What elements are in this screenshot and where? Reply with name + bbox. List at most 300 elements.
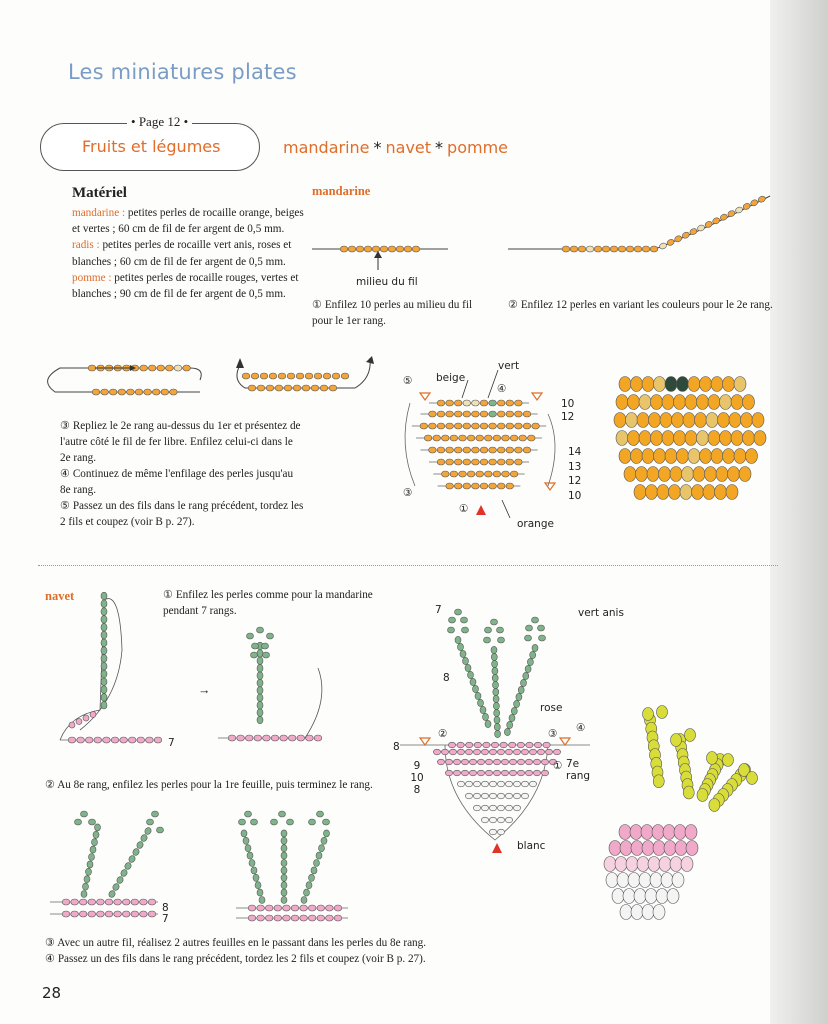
bead — [257, 905, 265, 911]
navet-photo — [604, 706, 758, 920]
diag-left-nums — [410, 760, 424, 796]
bead — [501, 770, 508, 776]
bead — [101, 616, 107, 624]
photo-bead — [752, 413, 764, 428]
diag-num: 8 — [413, 784, 421, 796]
bead — [541, 770, 548, 776]
bead — [472, 400, 480, 406]
photo-bead — [685, 395, 697, 410]
mandarine-step1: ① Enfilez 10 perles au milieu du fil pour le 1er rang. — [312, 299, 473, 327]
photo-bead — [720, 395, 732, 410]
photo-bead — [648, 857, 660, 872]
bead — [497, 627, 504, 633]
bead — [498, 637, 505, 643]
diag-num: 8 — [443, 672, 450, 684]
diag-vert-label: vert — [498, 360, 520, 372]
bead — [296, 373, 304, 379]
navet-label: navet — [45, 589, 75, 603]
bead — [521, 793, 528, 799]
bead — [321, 837, 327, 844]
bead — [146, 737, 154, 743]
bead — [433, 749, 440, 755]
photo-bead — [734, 377, 746, 392]
photo-bead — [631, 905, 643, 920]
bead — [248, 905, 256, 911]
bead — [500, 742, 507, 748]
bead — [525, 635, 532, 641]
bead — [317, 905, 325, 911]
step3b-beads — [242, 373, 349, 391]
bead — [505, 749, 512, 755]
bead — [497, 749, 504, 755]
bead — [437, 411, 445, 417]
bead — [308, 915, 316, 921]
bead — [532, 423, 540, 429]
photo-bead — [723, 377, 735, 392]
bead — [114, 911, 122, 917]
photo-bead — [619, 377, 631, 392]
bead — [481, 781, 488, 787]
bead — [140, 911, 148, 917]
category-title: Fruits et légumes — [82, 137, 221, 156]
milieu-label: milieu du fil — [356, 276, 418, 288]
photo-bead — [662, 431, 674, 446]
bead — [493, 759, 500, 765]
navet-step2: ② Au 8e rang, enfilez les perles pour la 1re feuille, puis terminez le rang. — [45, 779, 373, 791]
bead — [248, 385, 256, 391]
photo-bead — [677, 377, 689, 392]
photo-bead — [653, 905, 665, 920]
photo-bead — [657, 485, 669, 500]
bead — [515, 459, 523, 465]
bead — [526, 742, 533, 748]
bead — [92, 389, 100, 395]
photo-bead — [674, 825, 686, 840]
photo-bead — [683, 413, 695, 428]
bead — [466, 742, 473, 748]
materiel-radis-text: petites perles de rocaille vert anis, roses et blanches ; 60 cm de fil de fer argent de 0,5 mm. — [72, 239, 292, 268]
mandarine-photo — [614, 377, 766, 500]
bead — [257, 650, 263, 658]
photo-bead — [734, 449, 746, 464]
bead — [281, 852, 287, 859]
bead — [521, 679, 527, 686]
bead — [454, 459, 462, 465]
bead — [152, 389, 160, 395]
diag-circle3: ③ — [403, 487, 413, 499]
bead — [441, 749, 448, 755]
bead — [505, 805, 512, 811]
photo-bead — [628, 395, 640, 410]
bead — [472, 411, 480, 417]
bead — [79, 911, 87, 917]
bead — [62, 911, 70, 917]
bead — [449, 617, 456, 623]
bead — [515, 447, 523, 453]
photo-bead — [637, 857, 649, 872]
bead — [515, 411, 523, 417]
bead — [541, 759, 548, 765]
bead — [437, 447, 445, 453]
bead — [509, 714, 515, 721]
bead — [314, 860, 320, 867]
bead — [101, 631, 107, 639]
photo-bead — [614, 413, 626, 428]
photo-bead — [630, 825, 642, 840]
photo-bead — [682, 467, 694, 482]
photo-bead — [662, 395, 674, 410]
bead — [89, 819, 96, 825]
bead — [157, 827, 164, 833]
photo-bead — [616, 431, 628, 446]
bead — [140, 833, 149, 842]
photo-bead — [612, 889, 624, 904]
bead — [618, 246, 626, 252]
bead — [442, 435, 450, 441]
bead — [101, 647, 107, 655]
bead — [545, 749, 552, 755]
bead — [103, 737, 111, 743]
bead — [506, 447, 514, 453]
diag-num: 9 — [413, 760, 421, 772]
bead — [266, 385, 274, 391]
bead — [239, 819, 246, 825]
photo-bead — [708, 395, 720, 410]
bead — [127, 389, 135, 395]
bead — [329, 385, 337, 391]
photo-bead — [685, 825, 697, 840]
photo-bead — [659, 857, 671, 872]
photo-bead — [628, 431, 640, 446]
navet-step3b-figure — [236, 811, 348, 921]
bead — [128, 854, 137, 863]
photo-bead — [672, 413, 684, 428]
bead — [92, 839, 98, 846]
bead — [457, 749, 464, 755]
photo-bead — [657, 706, 668, 719]
bead — [454, 423, 462, 429]
photo-bead — [660, 413, 672, 428]
bead — [287, 819, 294, 825]
bead — [489, 423, 497, 429]
bead — [433, 435, 441, 441]
bead — [429, 411, 437, 417]
bead — [463, 411, 471, 417]
bead — [523, 447, 531, 453]
bead — [602, 246, 610, 252]
bead — [120, 868, 129, 877]
bead — [610, 246, 618, 252]
bead — [283, 915, 291, 921]
photo-bead — [685, 431, 697, 446]
bead — [506, 400, 514, 406]
bead — [481, 749, 488, 755]
row-count: 12 — [561, 411, 575, 423]
bead — [445, 770, 452, 776]
diag-blanc-label: blanc — [517, 840, 546, 852]
bead — [291, 915, 299, 921]
bead — [483, 742, 490, 748]
bead — [519, 435, 527, 441]
bead — [114, 899, 122, 905]
bead — [248, 915, 256, 921]
bead — [513, 749, 520, 755]
photo-bead — [651, 431, 663, 446]
photo-bead — [626, 413, 638, 428]
bead — [257, 889, 263, 896]
bead — [497, 483, 505, 489]
bead — [473, 749, 480, 755]
photo-bead — [634, 485, 646, 500]
materiel-mandarine-text: petites perles de rocaille orange, beiges et vertes ; 60 cm de fil de fer argent de 0,5 mm. — [72, 207, 304, 236]
bead — [525, 759, 532, 765]
mandarine-step4: ④ Continuez de même l'enfilage des perles jusqu'au 8e rang. — [60, 468, 294, 496]
bead — [472, 423, 480, 429]
bead — [101, 694, 107, 702]
photo-bead — [642, 905, 654, 920]
bead — [341, 373, 349, 379]
bead — [492, 674, 498, 681]
photo-bead — [703, 485, 715, 500]
photo-bead — [731, 431, 743, 446]
bead — [101, 662, 107, 670]
photo-bead — [729, 413, 741, 428]
bead — [489, 483, 497, 489]
bead — [122, 899, 130, 905]
bead — [124, 861, 133, 870]
bead — [459, 471, 467, 477]
photo-bead — [663, 825, 675, 840]
bead — [510, 435, 518, 441]
bead — [281, 897, 287, 904]
photo-bead — [711, 377, 723, 392]
bead — [594, 246, 602, 252]
photo-bead — [649, 413, 661, 428]
bead — [507, 721, 513, 728]
diag-circle1: ① — [459, 503, 469, 515]
bead — [242, 373, 250, 379]
bead — [516, 693, 522, 700]
bead — [183, 365, 191, 371]
bead — [279, 811, 286, 817]
row-count: 10 — [568, 489, 582, 502]
bead — [137, 737, 145, 743]
bead — [86, 868, 92, 875]
bead — [533, 770, 540, 776]
photo-bead — [672, 873, 684, 888]
bead — [454, 483, 462, 489]
bead — [492, 667, 498, 674]
bead — [489, 749, 496, 755]
photo-bead — [688, 449, 700, 464]
bead — [489, 411, 497, 417]
bead — [480, 423, 488, 429]
bead — [404, 246, 412, 252]
bead — [424, 435, 432, 441]
bead — [314, 735, 322, 741]
bead — [533, 759, 540, 765]
photo-bead — [685, 729, 696, 742]
photo-bead — [642, 377, 654, 392]
photo-bead — [695, 413, 707, 428]
bead — [274, 915, 282, 921]
bead — [472, 483, 480, 489]
photo-bead — [709, 799, 720, 812]
bead — [455, 636, 461, 643]
navet-step4: ④ Passez un des fils dans le rang précédent, tordez les 2 fils et coupez (voir B p. 27). — [45, 953, 426, 965]
bead — [429, 423, 437, 429]
bead — [257, 679, 263, 687]
bead — [458, 643, 464, 650]
bead — [480, 447, 488, 453]
bead — [320, 385, 328, 391]
bead — [445, 759, 452, 765]
row-num: 7 — [162, 913, 169, 925]
photo-bead — [642, 841, 654, 856]
bead — [517, 759, 524, 765]
bead — [62, 899, 70, 905]
bead — [101, 655, 107, 663]
bead — [523, 672, 529, 679]
bead — [481, 793, 488, 799]
bead — [485, 720, 491, 727]
bead — [257, 915, 265, 921]
bead — [484, 637, 491, 643]
bead — [311, 385, 319, 391]
bead — [491, 742, 498, 748]
bead — [271, 819, 278, 825]
bead — [532, 644, 538, 651]
bead — [334, 905, 342, 911]
bead — [465, 781, 472, 787]
bead — [481, 805, 488, 811]
star-separator: * — [435, 138, 444, 157]
bead — [467, 471, 475, 477]
bead — [515, 400, 523, 406]
bead — [518, 686, 524, 693]
bead — [525, 770, 532, 776]
bead — [251, 652, 258, 658]
wire — [548, 414, 555, 486]
photo-bead — [631, 841, 643, 856]
bead — [502, 435, 510, 441]
bead — [271, 735, 279, 741]
bead — [489, 829, 496, 835]
bead — [476, 435, 484, 441]
photo-bead — [677, 449, 689, 464]
bead — [448, 742, 455, 748]
section-divider — [38, 565, 778, 566]
bead — [293, 385, 301, 391]
bead — [111, 737, 119, 743]
bead — [93, 831, 99, 838]
bead — [97, 911, 105, 917]
step1-beads — [340, 246, 420, 252]
bead — [473, 685, 479, 692]
bead — [364, 246, 372, 252]
bead — [251, 373, 259, 379]
page-ref-text: Page 12 — [138, 114, 181, 129]
bead — [101, 389, 109, 395]
navet-step2-figure — [218, 627, 322, 741]
photo-bead — [615, 857, 627, 872]
bead — [372, 246, 380, 252]
mandarine-steps-3-5 — [60, 418, 305, 530]
bead — [491, 619, 498, 625]
navet-step3: ③ Avec un autre fil, réalisez 2 autres feuilles en le passant dans les perles du 8e rang. — [45, 937, 427, 949]
bead — [154, 737, 162, 743]
photo-bead — [631, 449, 643, 464]
bead — [251, 867, 257, 874]
bead — [257, 657, 263, 665]
bead — [489, 400, 497, 406]
photo-bead — [647, 467, 659, 482]
bead — [529, 749, 536, 755]
bead — [128, 737, 136, 743]
bead — [144, 826, 153, 835]
bead — [473, 781, 480, 787]
bead — [254, 735, 262, 741]
bead — [494, 716, 500, 723]
materiel-pomme-label: pomme : — [72, 271, 112, 284]
bead — [489, 781, 496, 787]
photo-bead — [739, 467, 751, 482]
diag-circle4: ④ — [497, 383, 507, 395]
bead — [388, 246, 396, 252]
bead — [297, 735, 305, 741]
bead — [332, 373, 340, 379]
bead — [493, 702, 499, 709]
bead — [140, 365, 148, 371]
photo-bead — [674, 395, 686, 410]
photo-bead — [700, 449, 712, 464]
bead — [511, 707, 517, 714]
bead — [71, 899, 79, 905]
navet-steps-3-4 — [45, 935, 485, 967]
bead — [101, 592, 107, 600]
bead — [319, 845, 325, 852]
bead — [493, 435, 501, 441]
bead — [309, 874, 315, 881]
bead — [68, 737, 76, 743]
bead — [75, 819, 82, 825]
photo-bead — [639, 431, 651, 446]
bead — [449, 749, 456, 755]
bead — [497, 829, 504, 835]
row-num: 8 — [162, 902, 169, 914]
photo-bead — [686, 841, 698, 856]
bead — [396, 246, 404, 252]
bead — [481, 817, 488, 823]
bead — [553, 749, 560, 755]
bead — [79, 899, 87, 905]
bead — [300, 905, 308, 911]
bead — [148, 365, 156, 371]
bead — [157, 365, 165, 371]
bead — [493, 681, 499, 688]
bead — [472, 459, 480, 465]
row-counts-bottom — [568, 445, 581, 503]
bead — [257, 664, 263, 672]
bead — [132, 847, 141, 856]
photo-bead — [619, 449, 631, 464]
row-count: 13 — [568, 460, 582, 473]
bead — [281, 837, 287, 844]
bead — [570, 246, 578, 252]
navet-step1: ① Enfilez les perles comme pour la mandarine pendant 7 rangs. — [163, 589, 373, 617]
bead — [453, 759, 460, 765]
bead — [257, 385, 265, 391]
